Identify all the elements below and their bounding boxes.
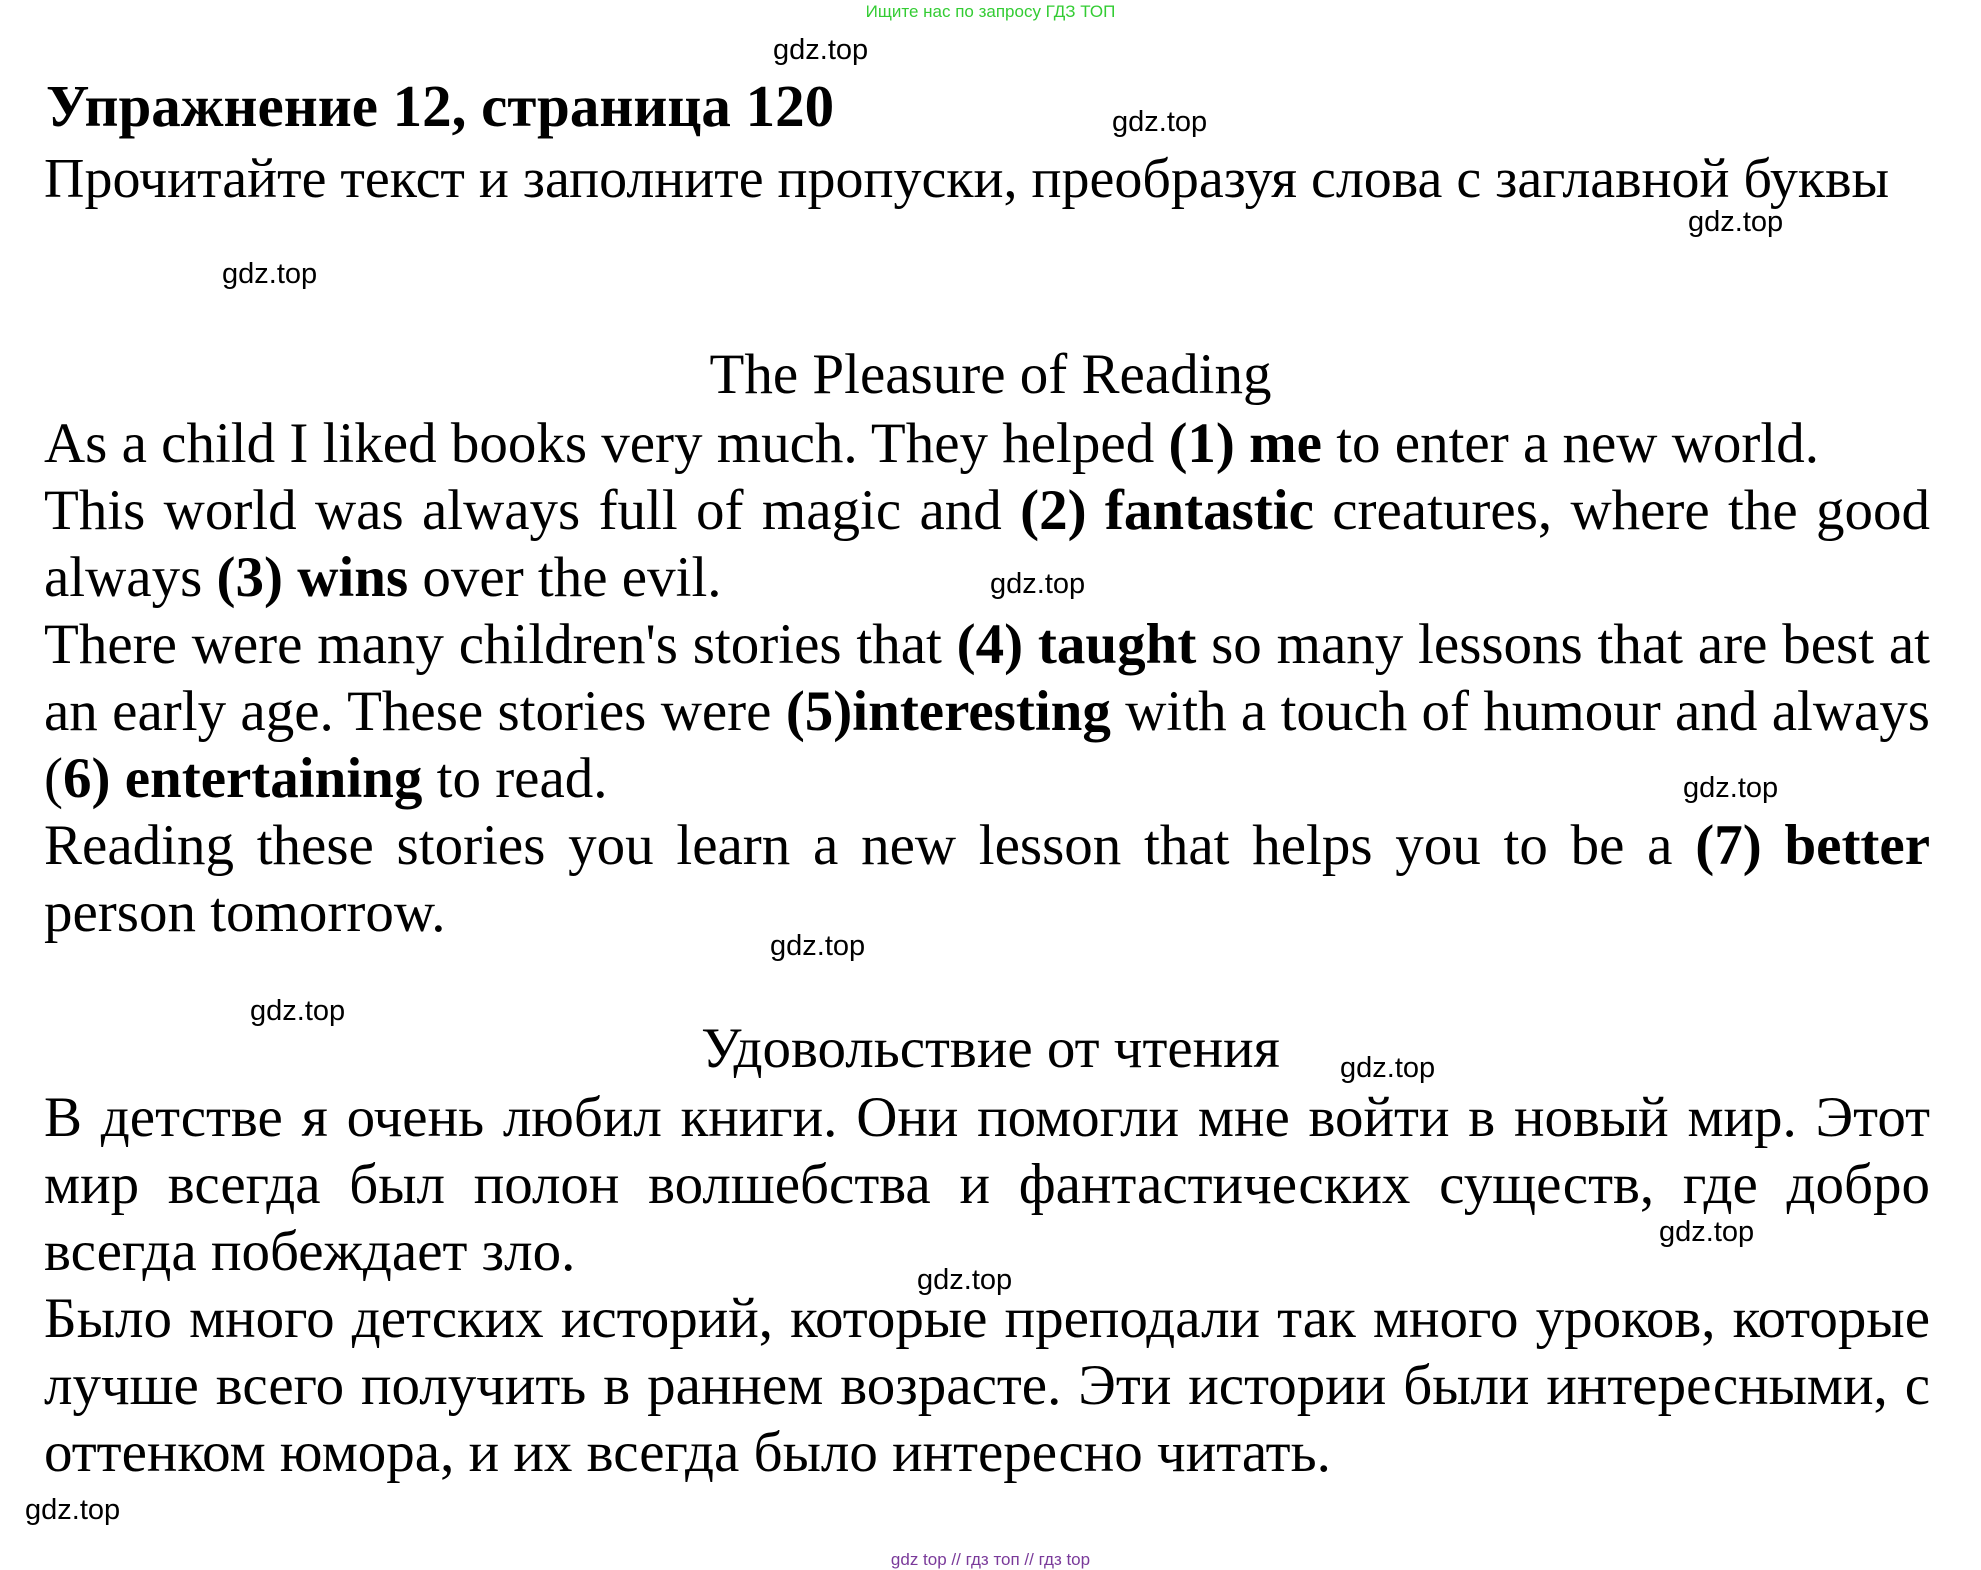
text-segment: so many lessons that are best at an early age. These stories were [44, 613, 1930, 743]
watermark: gdz.top [250, 995, 346, 1027]
watermark: gdz.top [917, 1264, 1013, 1296]
english-heading: The Pleasure of Reading [709, 343, 1272, 406]
english-text [44, 410, 1930, 946]
watermark: gdz.top [25, 1494, 121, 1526]
watermark: gdz.top [1340, 1052, 1436, 1084]
answer-word: 6) entertaining [62, 747, 423, 810]
text-segment: There were many children's stories that [44, 613, 957, 676]
answer-word: (3) wins [216, 546, 409, 609]
answer-word: (2) fantastic [1020, 479, 1314, 542]
text-segment: person tomorrow. [44, 881, 446, 944]
text-segment: over the evil. [408, 546, 722, 609]
answer-word: (1) me [1168, 412, 1322, 475]
answer-word: (7) better [1695, 814, 1931, 877]
instruction [44, 146, 1930, 213]
text-segment: As a child I liked books very much. They helped [44, 412, 1169, 475]
watermark: gdz.top [773, 34, 869, 66]
exercise-title: Упражнение 12, страница 120 [46, 73, 835, 139]
text-segment: This world was always full of magic and [44, 479, 1021, 542]
text-segment: Reading these stories you learn a new lesson that helps you to be a [44, 814, 1696, 877]
watermark: gdz.top [1683, 772, 1779, 804]
english-paragraph [44, 410, 1930, 477]
watermark: gdz.top [770, 930, 866, 962]
text-segment: creatures, where the good always [44, 479, 1931, 609]
text-segment: to enter a new world. [1321, 412, 1819, 475]
text-segment: with a touch of humour and always ( [44, 680, 1930, 810]
watermark: gdz.top [222, 258, 318, 290]
english-paragraph [44, 477, 1930, 611]
watermark: gdz.top [1659, 1216, 1755, 1248]
answer-word: (5)interesting [785, 680, 1111, 743]
english-paragraph [44, 812, 1930, 946]
watermark: gdz.top [1688, 206, 1784, 238]
bottom-banner: gdz top // гдз топ // гдз top [890, 1550, 1091, 1569]
answer-word: (4) taught [956, 613, 1197, 676]
watermark: gdz.top [1112, 106, 1208, 138]
russian-paragraph: В детстве я очень любил книги. Они помогли мне войти в новый мир. Этот мир всегда был полон волшебства и фантастических существ, где добро всегда побеждает зло. [44, 1086, 1930, 1283]
russian-paragraph: Было много детских историй, которые преподали так много уроков, которые лучше всего получить в раннем возрасте. Эти истории были интересными, с оттенком юмора, и их всегда было интересно читать. [44, 1287, 1930, 1484]
text-segment: to read. [422, 747, 608, 810]
english-paragraph [44, 611, 1930, 812]
russian-heading: Удовольствие от чтения [701, 1017, 1280, 1080]
instruction-text: Прочитайте текст и заполните пропуски, преобразуя слова с заглавной буквы [44, 148, 1890, 210]
top-banner: Ищите нас по запросу ГДЗ ТОП [865, 2, 1116, 21]
watermark: gdz.top [990, 568, 1086, 600]
